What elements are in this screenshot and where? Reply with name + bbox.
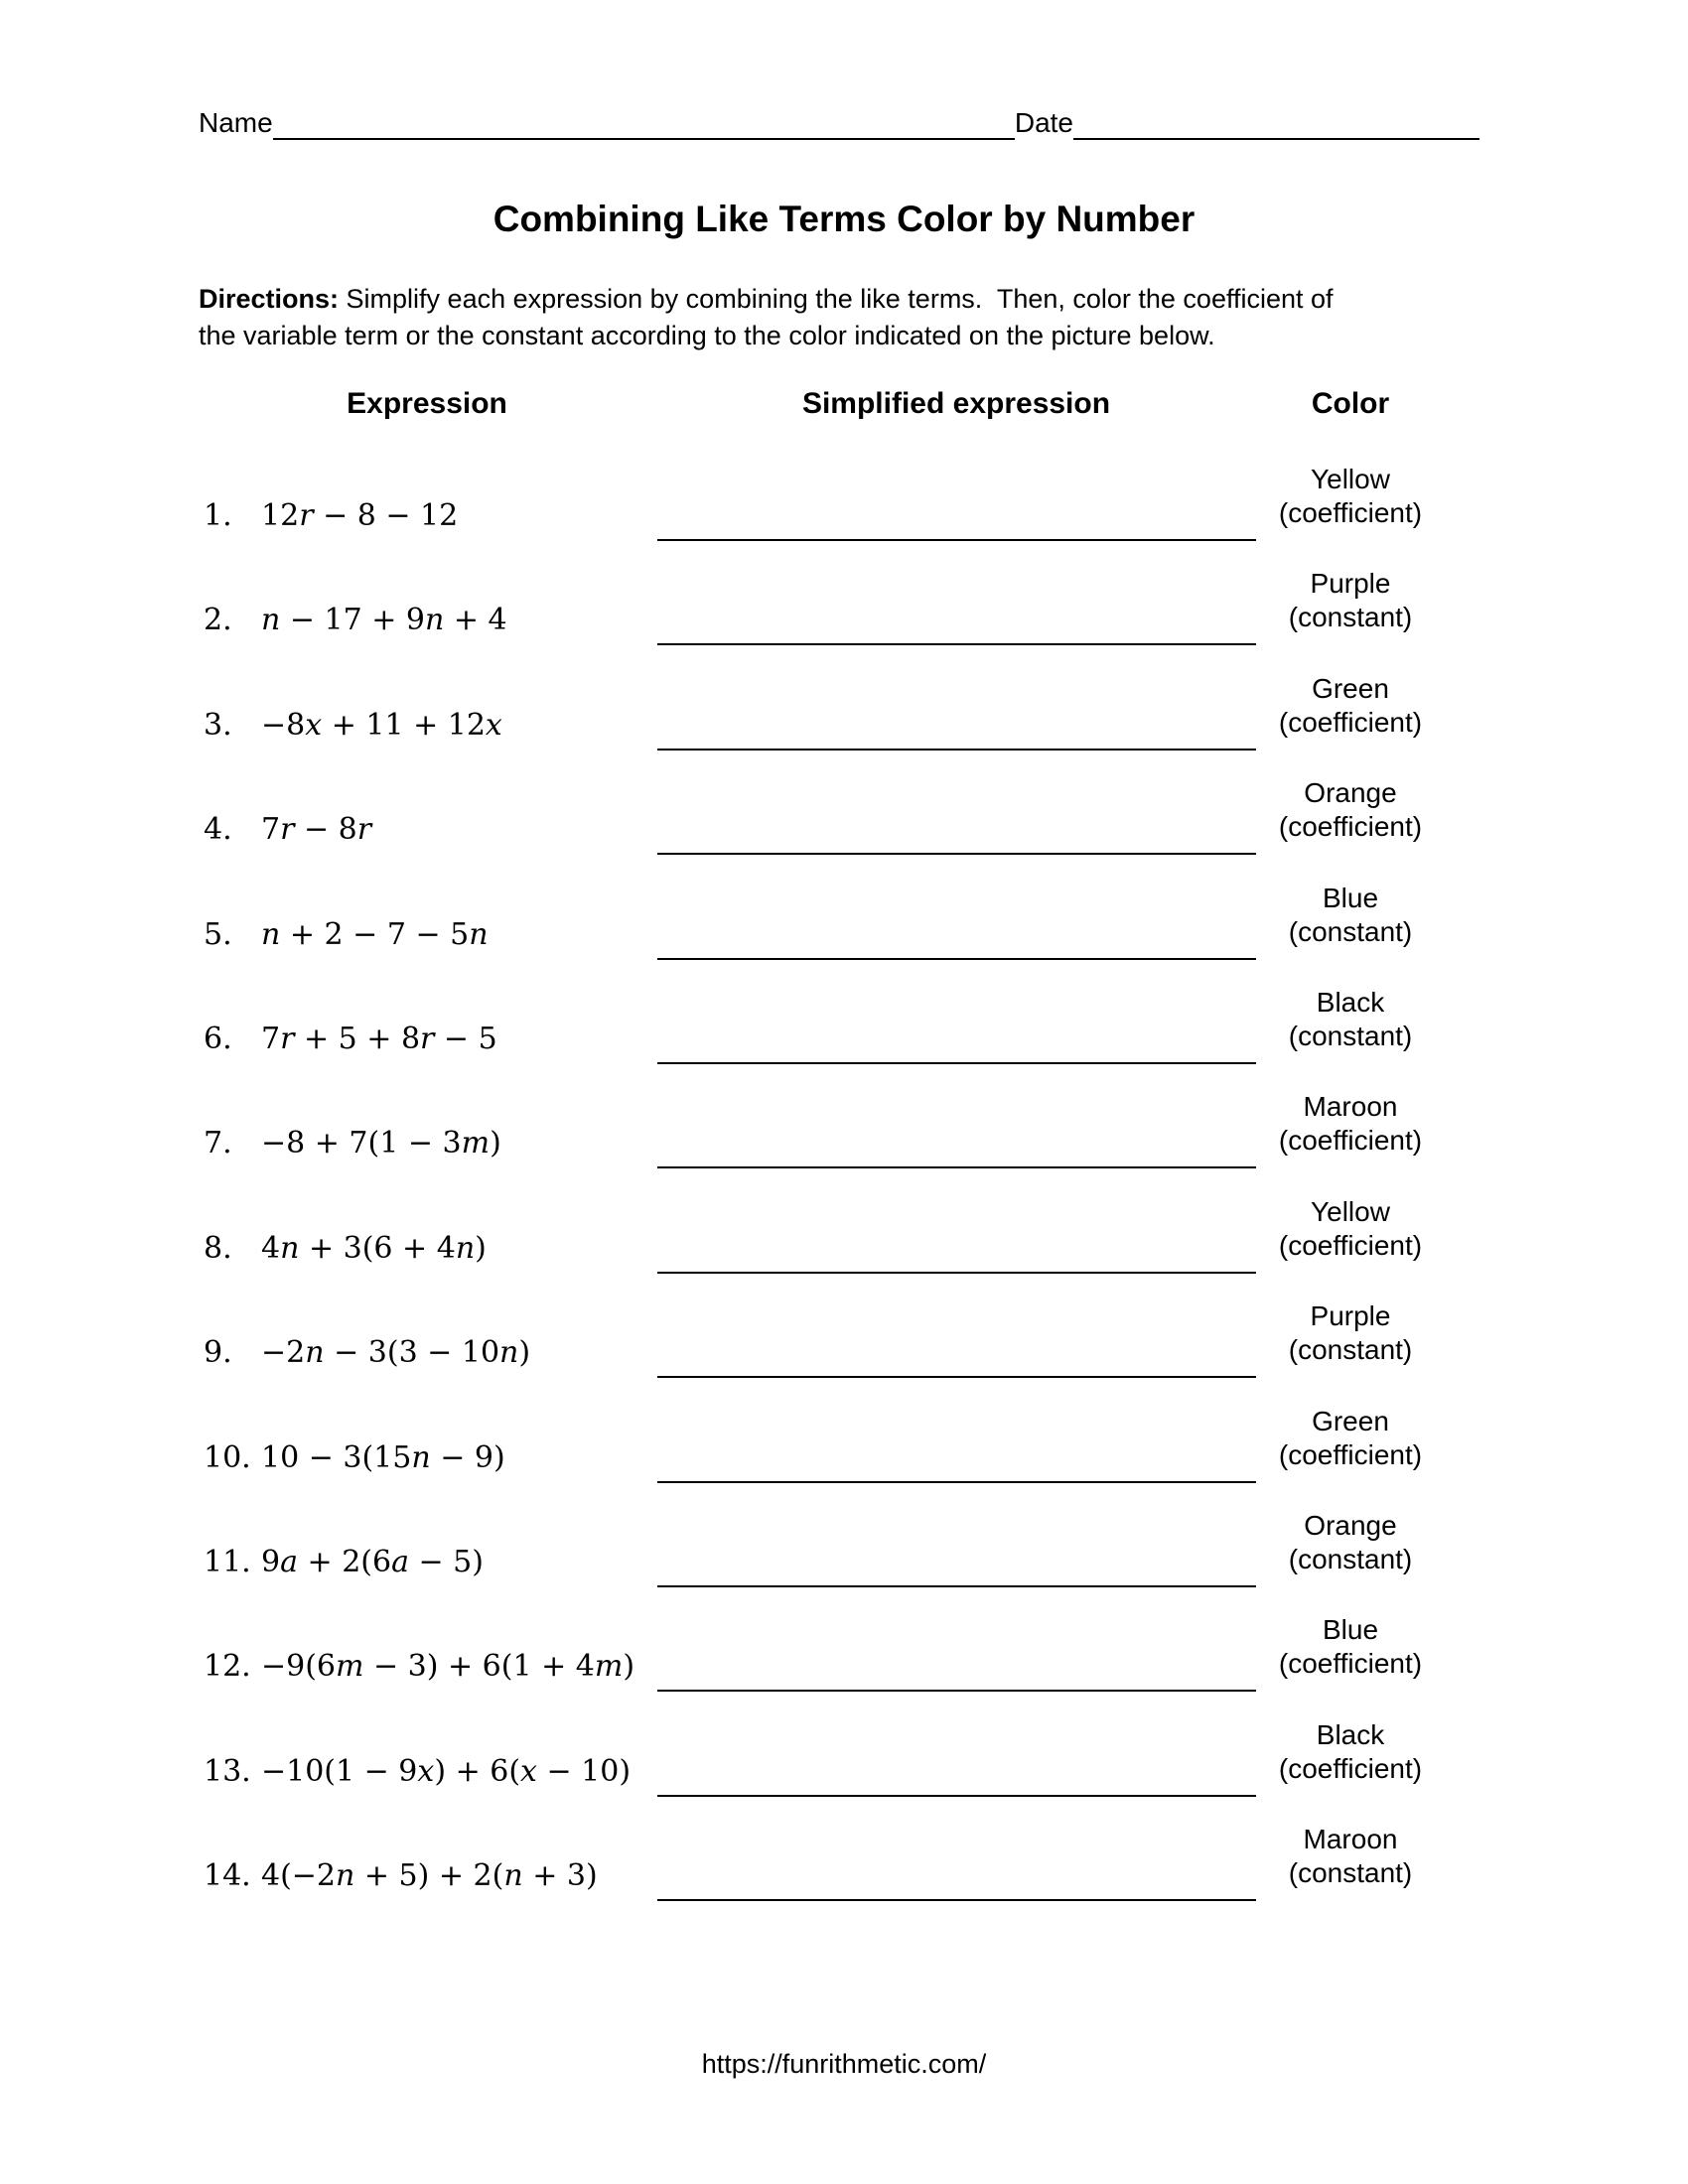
answer-blank[interactable] [657, 539, 1256, 541]
expression-cell [204, 708, 502, 743]
directions-label: Directions: [199, 284, 340, 314]
item-number: 3. [204, 707, 232, 743]
worksheet-row [0, 1508, 1688, 1612]
date-label: Date [1014, 107, 1073, 138]
color-name: Green [1312, 672, 1389, 704]
name-date-row [199, 105, 1479, 140]
worksheet-row [0, 1089, 1688, 1193]
color-name: Orange [1304, 1509, 1397, 1541]
color-target: (constant) [1288, 1020, 1413, 1051]
color-target: (coefficient) [1278, 1125, 1423, 1157]
answer-blank[interactable] [657, 1481, 1256, 1483]
worksheet-rows [0, 462, 1688, 1926]
item-number: 11. [204, 1544, 251, 1579]
expression-cell [204, 498, 458, 533]
color-cell [1246, 463, 1455, 530]
column-header-simplified: Simplified expression [801, 387, 1111, 420]
expression-cell [204, 812, 371, 847]
column-header-color: Color [1311, 387, 1390, 420]
answer-blank[interactable] [657, 643, 1256, 645]
expression-cell [204, 1545, 484, 1579]
color-name: Black [1316, 986, 1385, 1018]
worksheet-row [0, 462, 1688, 566]
item-number: 8. [204, 1230, 232, 1266]
item-number: 14. [204, 1858, 251, 1894]
expression-text: −9(6m − 3) + 6(1 + 4m) [261, 1649, 635, 1685]
item-number: 1. [204, 498, 232, 533]
item-number: 4. [204, 812, 232, 848]
expression-text: n − 17 + 9n + 4 [261, 603, 507, 638]
item-number: 12. [204, 1649, 251, 1685]
color-target: (coefficient) [1278, 1648, 1423, 1680]
expression-cell [204, 1335, 530, 1370]
color-name: Yellow [1311, 1195, 1390, 1227]
directions [199, 281, 1489, 354]
color-cell [1246, 1405, 1455, 1472]
color-name: Purple [1310, 1300, 1391, 1332]
color-target: (constant) [1288, 1543, 1413, 1574]
color-name: Purple [1310, 568, 1391, 600]
directions-text-1: Simplify each expression by combining the like terms. Then, color the coefficient of [339, 284, 1334, 314]
expression-text: −8x + 11 + 12x [261, 707, 502, 743]
worksheet-row [0, 1822, 1688, 1926]
answer-blank[interactable] [657, 1376, 1256, 1378]
color-cell [1246, 1195, 1455, 1263]
color-cell [1246, 986, 1455, 1053]
color-target: (coefficient) [1278, 1229, 1423, 1261]
color-target: (coefficient) [1278, 1752, 1423, 1784]
answer-blank[interactable] [657, 1690, 1256, 1692]
color-name: Black [1316, 1718, 1385, 1750]
item-number: 7. [204, 1126, 232, 1161]
worksheet-row [0, 1717, 1688, 1822]
color-cell [1246, 882, 1455, 949]
worksheet-row [0, 1404, 1688, 1508]
expression-text: 7r − 8r [261, 812, 372, 848]
answer-blank[interactable] [657, 853, 1256, 855]
answer-blank[interactable] [657, 1585, 1256, 1587]
worksheet-row [0, 566, 1688, 670]
expression-cell [204, 1440, 505, 1475]
color-cell [1246, 1509, 1455, 1576]
color-cell [1246, 567, 1455, 634]
expression-cell [204, 1022, 497, 1056]
name-label: Name [199, 107, 273, 138]
expression-cell [204, 1126, 501, 1160]
color-target: (coefficient) [1278, 706, 1423, 738]
color-name: Orange [1304, 777, 1397, 809]
answer-blank[interactable] [657, 1899, 1256, 1901]
color-cell [1246, 672, 1455, 740]
worksheet-row [0, 1194, 1688, 1298]
date-blank[interactable] [1073, 105, 1479, 140]
color-cell [1246, 1613, 1455, 1681]
name-blank[interactable] [273, 105, 1015, 140]
answer-blank[interactable] [657, 749, 1256, 751]
color-name: Yellow [1311, 464, 1390, 494]
color-name: Maroon [1303, 1824, 1398, 1855]
item-number: 13. [204, 1753, 251, 1789]
item-number: 10. [204, 1439, 251, 1475]
worksheet-row [0, 1612, 1688, 1716]
worksheet-row [0, 671, 1688, 775]
answer-blank[interactable] [657, 1062, 1256, 1064]
expression-cell [204, 1649, 634, 1684]
item-number: 2. [204, 603, 232, 638]
color-name: Blue [1322, 882, 1379, 913]
item-number: 6. [204, 1021, 232, 1056]
color-name: Blue [1322, 1614, 1379, 1646]
expression-cell [204, 1754, 631, 1789]
worksheet-row [0, 1298, 1688, 1403]
worksheet-row [0, 985, 1688, 1089]
color-target: (constant) [1288, 602, 1413, 633]
item-number: 5. [204, 916, 232, 952]
expression-text: −10(1 − 9x) + 6(x − 10) [261, 1753, 632, 1789]
expression-text: 7r + 5 + 8r − 5 [261, 1021, 497, 1056]
color-cell [1246, 1090, 1455, 1158]
color-target: (constant) [1288, 1857, 1413, 1889]
expression-text: 9a + 2(6a − 5) [261, 1544, 484, 1579]
answer-blank[interactable] [657, 1795, 1256, 1797]
directions-line-2: the variable term or the constant according to the color indicated on the picture below. [199, 321, 1215, 350]
expression-text: −8 + 7(1 − 3m) [261, 1126, 501, 1161]
color-target: (coefficient) [1278, 811, 1423, 843]
expression-cell [204, 1231, 487, 1266]
color-target: (coefficient) [1278, 497, 1423, 528]
worksheet-row [0, 881, 1688, 985]
answer-blank[interactable] [657, 1272, 1256, 1274]
answer-blank[interactable] [657, 958, 1256, 960]
worksheet-row [0, 775, 1688, 880]
expression-text: n + 2 − 7 − 5n [261, 916, 489, 952]
color-cell [1246, 1718, 1455, 1786]
color-cell [1246, 1823, 1455, 1890]
color-target: (constant) [1288, 915, 1413, 947]
expression-text: 4(−2n + 5) + 2(n + 3) [261, 1858, 598, 1894]
expression-text: 12r − 8 − 12 [261, 498, 459, 533]
color-target: (coefficient) [1278, 1438, 1423, 1470]
expression-cell [204, 917, 489, 952]
footer-url[interactable]: https://funrithmetic.com/ [701, 2049, 987, 2079]
expression-text: −2n − 3(3 − 10n) [261, 1335, 531, 1371]
color-cell [1246, 1299, 1455, 1367]
expression-text: 4n + 3(6 + 4n) [261, 1230, 487, 1266]
color-name: Green [1312, 1405, 1389, 1436]
item-number: 9. [204, 1335, 232, 1371]
color-name: Maroon [1303, 1091, 1398, 1123]
column-header-expression: Expression [347, 387, 507, 420]
color-target: (constant) [1288, 1334, 1413, 1366]
page-title: Combining Like Terms Color by Number [492, 199, 1196, 239]
answer-blank[interactable] [657, 1166, 1256, 1168]
expression-cell [204, 1858, 598, 1893]
expression-text: 10 − 3(15n − 9) [261, 1439, 505, 1475]
color-cell [1246, 776, 1455, 844]
directions-line-1 [199, 281, 1489, 318]
expression-cell [204, 603, 507, 637]
